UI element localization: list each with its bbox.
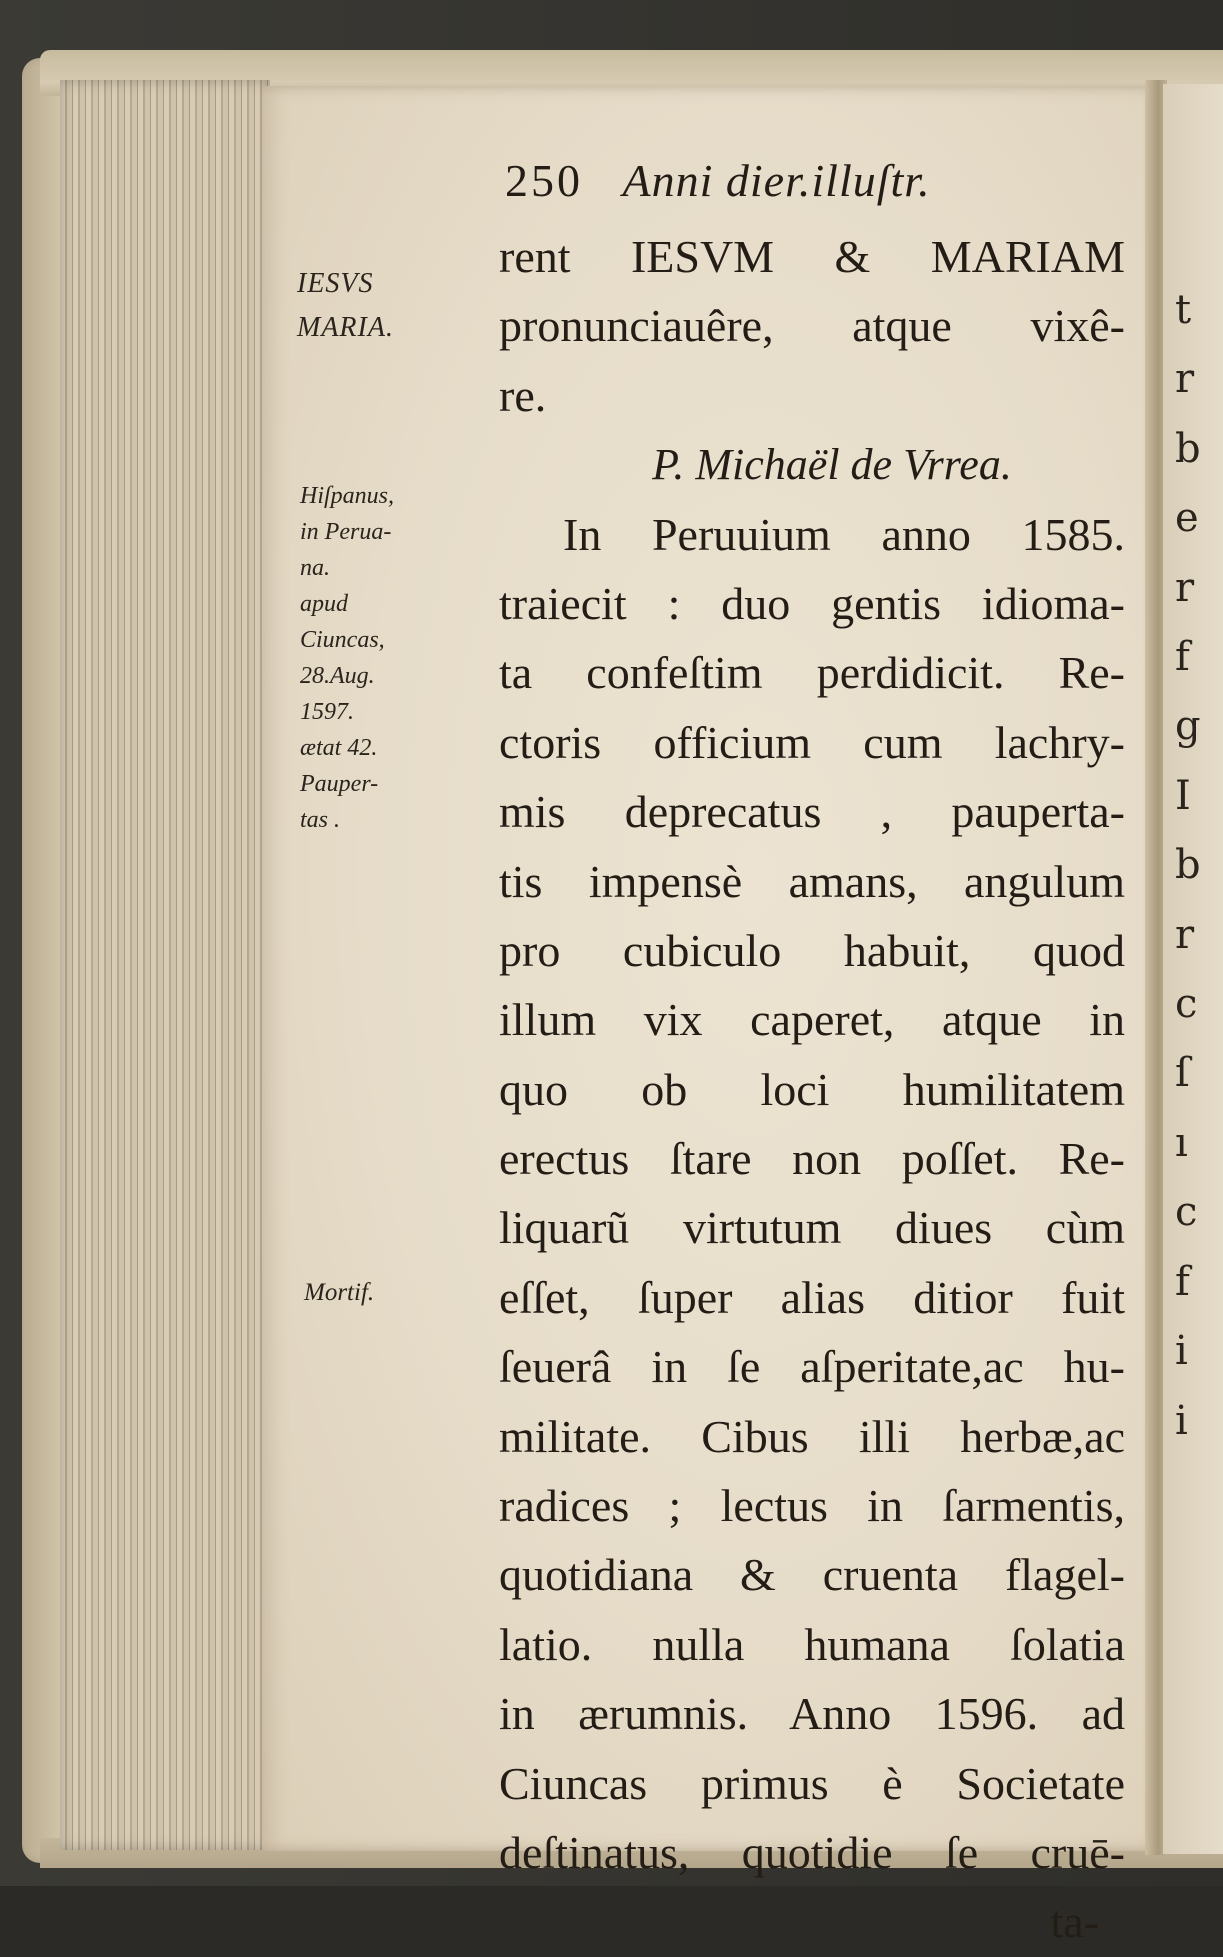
margin-note-line: apud [300,591,348,617]
page-number: 250 [505,155,583,206]
facing-page-letter: r [1175,911,1195,958]
text-line: re. [499,369,547,421]
margin-note-line: 1597. [300,699,354,725]
running-head: Anni dier.illuſtr. [622,155,931,206]
facing-page-letter: g [1175,703,1201,750]
text-line: rent IESVM & MARIAM [499,231,1125,282]
text-line: mis deprecatus , pauperta- [499,786,1125,838]
facing-page-letter: c [1175,981,1198,1028]
text-line: latio. nulla humana ſolatia [499,1618,1125,1670]
text-line: In Peruuium anno 1585. [563,508,1125,560]
text-line: tis impensè amans, angulum [499,855,1125,907]
text-line: deſtinatus, quotidie ſe cruē- [499,1826,1125,1878]
text-line: in ærumnis. Anno 1596. ad [499,1688,1125,1740]
facing-page-letter: c [1175,1189,1198,1236]
facing-page-letter: ı [1175,1119,1188,1166]
text-line: ctoris officium cum lachry- [499,716,1125,768]
margin-note-line: tas . [300,807,341,833]
page-header [505,155,931,206]
text-line: eſſet, ſuper alias ditior fuit [499,1271,1125,1323]
catchword: ta- [1050,1896,1099,1948]
text-line: traiecit : duo gentis idioma- [499,577,1125,629]
text-line: radices ; lectus in ſarmentis, [499,1480,1125,1532]
facing-page-letter: r [1175,564,1195,611]
facing-page-letter: f [1175,1258,1190,1305]
margin-note-jesus-maria [297,262,394,350]
body-text [499,222,1125,1957]
margin-note-line: IESVS [297,268,374,299]
text-line: ſeuerâ in ſe aſperitate,ac hu- [499,1341,1125,1393]
text-line: militate. Cibus illi herbæ,ac [499,1410,1125,1462]
margin-note-line: Ciuncas, [300,627,385,653]
facing-page-letter: ſ [1175,1050,1190,1097]
facing-page-letter: e [1175,495,1199,542]
facing-page [1163,84,1223,1854]
facing-page-letter: b [1175,425,1201,472]
margin-note-line: 28.Aug. [300,663,375,689]
margin-note-hispanus [300,478,394,838]
margin-note-line: Pauper- [300,771,379,797]
text-line: liquarũ virtutum diues cùm [499,1202,1125,1254]
facing-page-letter: f [1175,634,1190,681]
text-line: Ciuncas primus è Societate [499,1757,1125,1809]
facing-page-letter: r [1175,356,1195,403]
text-line: pro cubiculo habuit, quod [499,924,1125,976]
facing-page-letter: i [1175,1397,1188,1444]
page-edges [60,80,270,1850]
text-line: ta confeſtim perdidicit. Re- [499,647,1125,699]
margin-note-line: na. [300,555,330,581]
margin-note-line: Hiſpanus, [300,483,395,509]
text-line: erectus ſtare non poſſet. Re- [499,1133,1125,1185]
facing-page-letter: i [1175,1328,1188,1375]
margin-note-line: in Perua- [300,519,392,545]
facing-page-letter: t [1175,287,1192,333]
text-line: quotidiana & cruenta flagel- [499,1549,1125,1601]
margin-note-line: ætat 42. [300,735,378,761]
section-heading: P. Michaël de Vrrea. [652,440,1012,490]
text-line: pronunciauêre, atque vixê- [499,300,1125,352]
text-line: quo ob loci humilitatem [499,1063,1125,1115]
facing-page-letter: b [1175,842,1201,889]
facing-page-letters [1163,276,1201,1456]
margin-note-line: MARIA. [297,312,394,343]
facing-page-letter: I [1175,772,1191,819]
text-line: illum vix caperet, atque in [499,994,1125,1046]
margin-note-line: Mortif. [304,1279,375,1306]
margin-note-mortif [304,1275,374,1311]
